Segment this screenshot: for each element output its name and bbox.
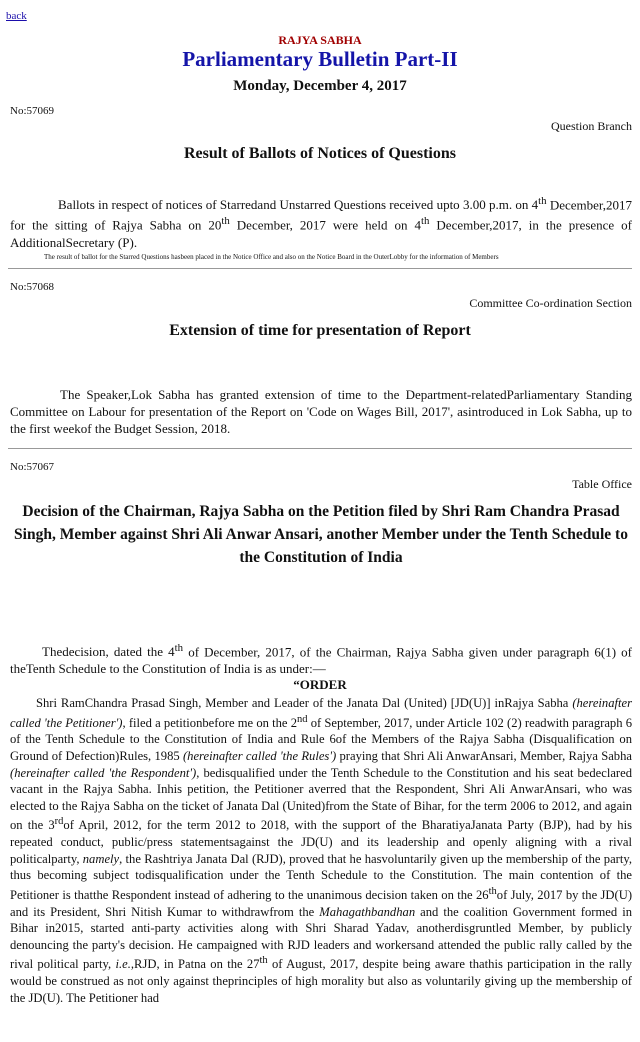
text-run: of April, 2012, for the term 2012 to 2018, with the support of the BharatiyaJanata Party (BJP), had by his repeated conduct, public/press statementsagainst the JD(U) and its leadership and openly aligning with a rival politicalparty, bbox=[10, 818, 633, 866]
item-number: No:57067 bbox=[10, 461, 54, 473]
item-number: No:57069 bbox=[10, 105, 54, 117]
item-department: Question Branch bbox=[551, 119, 632, 133]
item-title: Decision of the Chairman, Rajya Sabha on the Petition filed by Shri Ram Chandra Prasad Singh, Member against Shri Ali Anwar Ansari, another Member under the Tenth Schedule to the Constitution of India bbox=[14, 503, 628, 566]
decision-intro bbox=[10, 640, 632, 677]
italic-run: (hereinafter called 'the Petitioner') bbox=[10, 696, 632, 730]
ordinal-suffix: th bbox=[174, 642, 184, 654]
text-run: of July, 2017 by the JD(U) and its President, Shri Nitish Kumar to withdrawfrom the bbox=[10, 888, 633, 919]
item-department: Committee Co-ordination Section bbox=[469, 296, 632, 310]
back-link[interactable]: back bbox=[6, 10, 27, 22]
order-body bbox=[10, 695, 632, 1006]
text-run: of September, 2017, under Article 102 (2) readwith paragraph 6 of the Tenth Schedule to the Constitution of India and Rule 6of the Members of the Rajya Sabha (Disqualification on Ground of Defection)Rules, 1985 bbox=[10, 715, 633, 763]
text-run: of December, 2017, of the Chairman, Rajya Sabha given under paragraph 6(1) of theTenth Schedule to the Constitution of India is as under:— bbox=[10, 644, 632, 677]
text-run: December,2017, in the presence of AdditionalSecretary (P). bbox=[10, 217, 633, 250]
ordinal-suffix: nd bbox=[297, 713, 308, 725]
text-run: December, 2017 were held on 4 bbox=[229, 217, 421, 233]
text-run: praying that Shri Ali AnwarAnsari, Member, Rajya Sabha bbox=[336, 748, 632, 763]
ordinal-suffix: th bbox=[420, 215, 430, 228]
text-run: Thedecision, dated the 4 bbox=[42, 644, 175, 660]
item-paragraph: The Speaker,Lok Sabha has granted extension of time to the Department-relatedParliamentary Standing Committee on Labour for presentation of the Report on 'Code on Wages Bill, 2017', asintroduced in Lok Sabha, up to the first weekof the Budget Session, 2018. bbox=[10, 387, 632, 436]
italic-run: namely bbox=[82, 851, 120, 866]
text-run: and the coalition Government formed in Bihar in2015, started anti-party activities along with Shri Sharad Yadav, anotherdisgruntled Member, by publicly denouncing the party's decision. He campaigned with RJD leaders and workersand attended the public rally called by the rival political party, bbox=[10, 904, 632, 972]
ordinal-suffix: th bbox=[221, 215, 230, 228]
text-run: RJD, in Patna on the 27 bbox=[134, 957, 260, 972]
ordinal-suffix: th bbox=[488, 885, 497, 897]
ballot-note: The result of ballot for the Starred Questions hasbeen placed in the Notice Office and also on the Notice Board in the OuterLobby for the information of Members bbox=[44, 253, 499, 261]
item-number: No:57068 bbox=[10, 281, 54, 293]
order-heading: “ORDER bbox=[293, 677, 347, 692]
text-run: Ballots in respect of notices of Starredand Unstarred Questions received upto 3.00 p.m. on 4 bbox=[58, 197, 539, 213]
item-title: Extension of time for presentation of Report bbox=[169, 322, 471, 339]
ordinal-suffix: th bbox=[259, 955, 268, 967]
bulletin-title: Parliamentary Bulletin Part-II bbox=[182, 47, 458, 71]
text-run: December,2017 for the sitting of Rajya Sabha on 20 bbox=[10, 197, 632, 233]
text-run: , the Rashtriya Janata Dal (RJD), proved that he hasvoluntarily given up the membership of the party, thus becoming subject todisqualification under the Tenth Schedule to the Constitution. The main contention of the Petitioner is thatthe Respondent instead of adhering to the unanimous decision taken on the 26 bbox=[10, 851, 632, 903]
item-title: Result of Ballots of Notices of Questions bbox=[184, 145, 456, 162]
italic-run: Mahagathbandhan bbox=[319, 904, 416, 919]
ordinal-suffix: th bbox=[538, 195, 547, 207]
text-run: , bedisqualified under the Tenth Schedule to the Constitution and his seat bedeclared vacant in the Rajya Sabha. Inhis petition, the Petitioner averred that the Respondent, Shri Ali AnwarAnsari, who was elected to the Rajya Sabha on the ticket of Janata Dal (United)from the State of Bihar, for the term 2006 to 2012, and again on the 3 bbox=[10, 765, 633, 833]
divider bbox=[8, 448, 632, 449]
italic-run: (hereinafter called 'the Rules') bbox=[182, 748, 337, 763]
italic-run: i.e., bbox=[115, 957, 135, 972]
ordinal-suffix: rd bbox=[54, 816, 64, 828]
item-paragraph bbox=[10, 193, 632, 251]
order-paragraph bbox=[10, 695, 632, 1006]
bulletin-date: Monday, December 4, 2017 bbox=[233, 78, 407, 94]
divider bbox=[8, 268, 632, 269]
text-run: , filed a petitionbefore me on the 2 bbox=[122, 715, 297, 730]
item-department: Table Office bbox=[572, 477, 632, 491]
text-run: of August, 2017, despite being aware thathis participation in the rally would be construed as not only against theprinciples of high morality but also as voluntarily giving up the membership of the JD(U). The Petitioner had bbox=[10, 957, 632, 1005]
text-run: Shri RamChandra Prasad Singh, Member and Leader of the Janata Dal (United) [JD(U)] inRajya Sabha bbox=[36, 696, 573, 710]
house-name: RAJYA SABHA bbox=[278, 33, 362, 47]
italic-run: (hereinafter called 'the Respondent') bbox=[10, 765, 197, 780]
